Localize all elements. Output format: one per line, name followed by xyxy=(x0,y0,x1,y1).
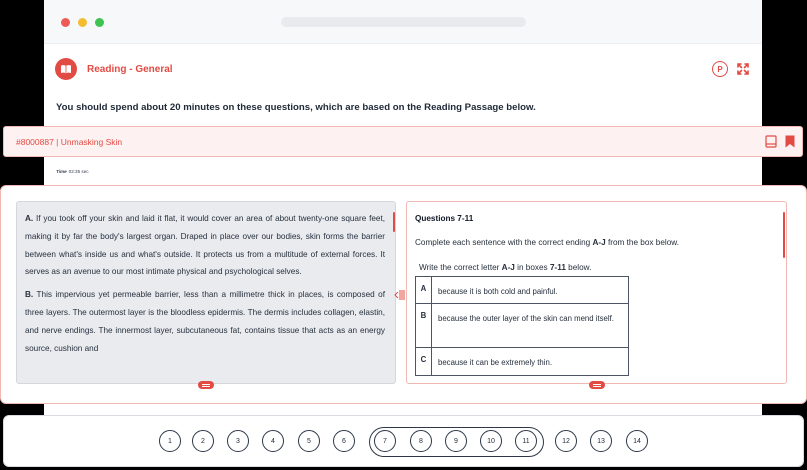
paragraph-letter: B. xyxy=(25,290,34,300)
module-header xyxy=(44,52,762,88)
ending-letter: B xyxy=(416,304,432,348)
module-title: Reading - General xyxy=(87,64,173,75)
questions-scrollbar[interactable] xyxy=(783,212,785,258)
endings-table xyxy=(415,276,629,376)
ending-letter: A xyxy=(416,277,432,304)
questions-pane[interactable] xyxy=(406,201,787,384)
instruction-text: Write the correct letter xyxy=(419,263,500,272)
title-bar xyxy=(44,0,762,44)
ending-text: because the outer layer of the skin can mend itself. xyxy=(432,304,629,348)
question-button-11[interactable]: 11 xyxy=(515,430,537,452)
paragraph-letter: A. xyxy=(25,214,34,223)
notebook-icon[interactable] xyxy=(765,135,777,148)
passage-resize-handle[interactable] xyxy=(198,381,214,389)
minimize-window-button[interactable] xyxy=(78,18,87,27)
instruction-bold: A-J xyxy=(592,238,606,247)
pause-button[interactable]: P xyxy=(712,61,728,77)
question-button-6[interactable]: 6 xyxy=(333,430,355,452)
paragraph-b xyxy=(25,286,385,357)
ending-text: because it can be extremely thin. xyxy=(432,348,629,376)
question-button-4[interactable]: 4 xyxy=(262,430,284,452)
question-button-10[interactable]: 10 xyxy=(480,430,502,452)
question-button-1[interactable]: 1 xyxy=(159,430,181,452)
maximize-window-button[interactable] xyxy=(95,18,104,27)
question-button-13[interactable]: 13 xyxy=(590,430,612,452)
book-open-icon xyxy=(55,58,77,80)
question-button-12[interactable]: 12 xyxy=(555,430,577,452)
question-button-14[interactable]: 14 xyxy=(626,430,648,452)
timer-label: Time xyxy=(56,169,67,174)
paragraph-text: This impervious yet permeable barrier, less than a millimetre thick in places, is composed of three layers. The outermost layer is the bloodless epidermis. The dermis includes collagen, elastin, and nerve endings. The innermost layer, subcutaneous fat, contains tissue that acts as an energy source, cushion and xyxy=(25,290,385,353)
questions-instruction-1 xyxy=(415,238,679,247)
timer xyxy=(56,169,89,174)
question-button-2[interactable]: 2 xyxy=(192,430,214,452)
table-row xyxy=(416,348,629,376)
questions-title: Questions 7-11 xyxy=(415,214,474,223)
ending-letter: C xyxy=(416,348,432,376)
questions-resize-handle[interactable] xyxy=(589,381,605,389)
question-button-3[interactable]: 3 xyxy=(227,430,249,452)
question-button-8[interactable]: 8 xyxy=(410,430,432,452)
close-window-button[interactable] xyxy=(61,18,70,27)
passage-header xyxy=(3,126,803,157)
table-row xyxy=(416,304,629,348)
passage-text-pane[interactable] xyxy=(16,201,396,384)
instruction-bold: A-J xyxy=(501,263,515,272)
question-button-5[interactable]: 5 xyxy=(298,430,320,452)
instruction-text: in boxes xyxy=(517,263,548,272)
table-row xyxy=(416,277,629,304)
fullscreen-icon[interactable] xyxy=(736,62,750,76)
address-bar[interactable] xyxy=(281,17,526,27)
paragraph-a xyxy=(25,210,385,281)
passage-scrollbar[interactable] xyxy=(393,212,395,232)
passage-title: #8000887 | Unmasking Skin xyxy=(16,137,123,147)
instruction-text: below. xyxy=(568,263,592,272)
timer-value: 02:35 sec xyxy=(68,169,89,174)
question-button-7[interactable]: 7 xyxy=(374,430,396,452)
ending-text: because it is both cold and painful. xyxy=(432,277,629,304)
questions-instruction-2 xyxy=(419,263,591,272)
paragraph-text: If you took off your skin and laid it flat, it would cover an area of about twenty-one square feet, making it by far the body's largest organ. Draped in place over our bodies, skin forms the barrier between what's inside us and what's outside. It protects us from a multitude of external forces. It serves as an avenue to our most intimate physical and psychological selves. xyxy=(25,214,385,277)
instruction-bold: 7-11 xyxy=(549,263,566,272)
question-button-9[interactable]: 9 xyxy=(445,430,467,452)
instruction-text: from the box below. xyxy=(608,238,679,247)
bookmark-icon[interactable] xyxy=(785,135,795,148)
instruction-text: Complete each sentence with the correct ending xyxy=(415,238,591,247)
instruction-text: You should spend about 20 minutes on these questions, which are based on the Reading Passage below. xyxy=(56,102,536,113)
